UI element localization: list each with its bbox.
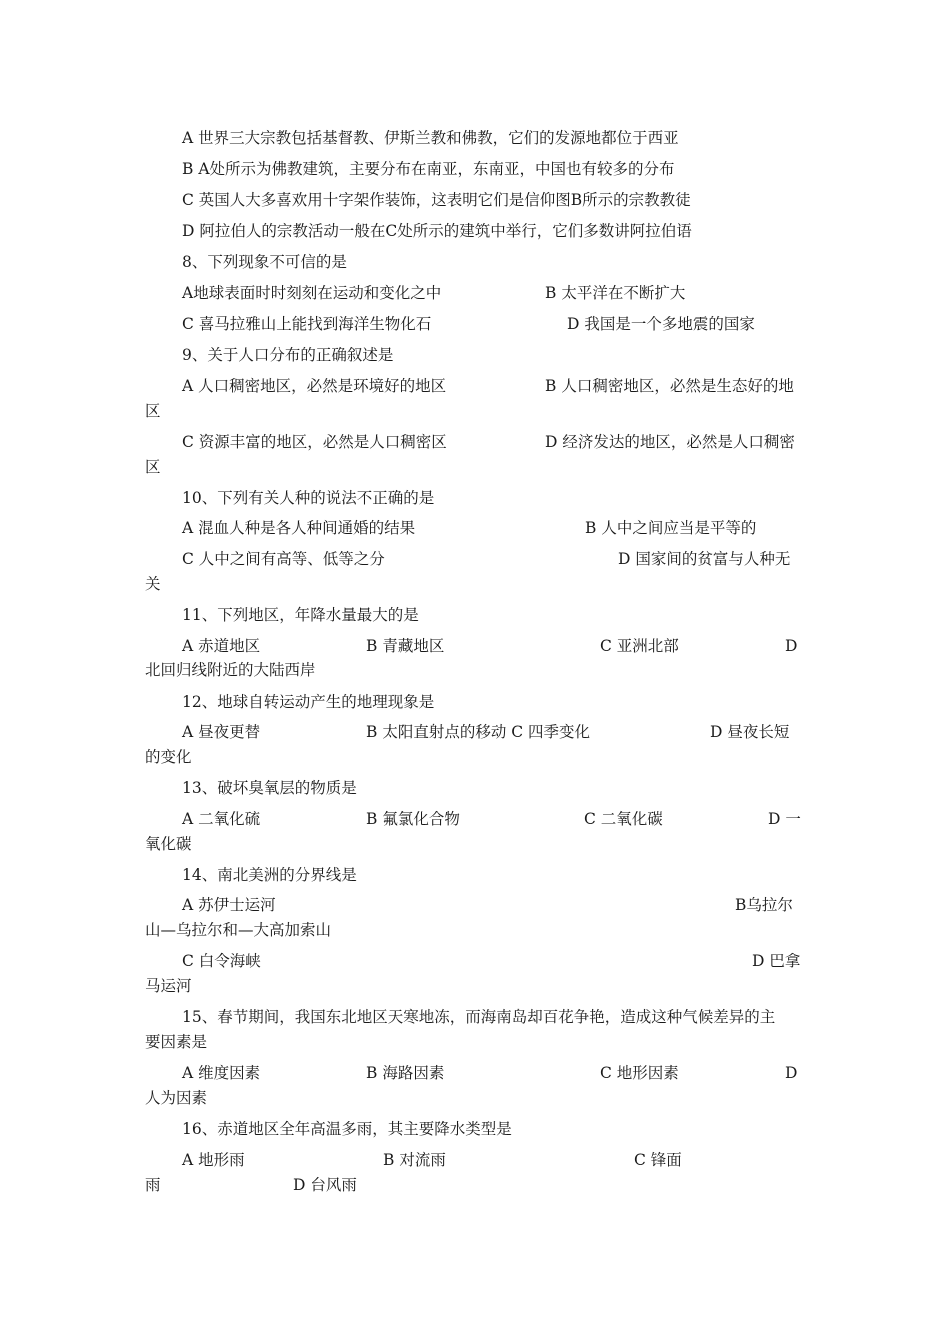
q13-option-c: C 二氧化碳 [584, 810, 663, 828]
q13-option-b: B 氟氯化合物 [366, 810, 460, 828]
q12-stem: 12、地球自转运动产生的地理现象是 [182, 693, 435, 711]
q8-option-c: C 喜马拉雅山上能找到海洋生物化石 [182, 315, 432, 333]
q15-stem-wrap: 要因素是 [145, 1033, 208, 1051]
q11-stem: 11、下列地区，年降水量最大的是 [182, 606, 419, 624]
q9-option-b: B 人口稠密地区，必然是生态好的地 [545, 377, 794, 395]
q16-option-b: B 对流雨 [383, 1151, 446, 1169]
q15-option-c: C 地形因素 [600, 1064, 679, 1082]
q10-option-a: A 混血人种是各人种间通婚的结果 [182, 519, 416, 537]
q7-option-c: C 英国人大多喜欢用十字架作装饰，这表明它们是信仰图B所示的宗教教徒 [182, 191, 691, 209]
q16-stem: 16、赤道地区全年高温多雨，其主要降水类型是 [182, 1120, 512, 1138]
q10-option-b: B 人中之间应当是平等的 [585, 519, 757, 537]
q14-stem: 14、南北美洲的分界线是 [182, 866, 357, 884]
q10-option-d-wrap: 关 [145, 575, 161, 593]
q7-option-a: A 世界三大宗教包括基督教、伊斯兰教和佛教，它们的发源地都位于西亚 [182, 129, 679, 147]
q10-option-d: D 国家间的贫富与人种无 [618, 550, 791, 568]
q13-option-a: A 二氧化硫 [182, 810, 261, 828]
q11-option-c: C 亚洲北部 [600, 637, 679, 655]
q11-option-d: D [785, 637, 798, 655]
q11-option-d-wrap: 北回归线附近的大陆西岸 [145, 661, 316, 679]
q7-option-d: D 阿拉伯人的宗教活动一般在C处所示的建筑中举行，它们多数讲阿拉伯语 [182, 222, 692, 240]
q15-option-d-wrap: 人为因素 [145, 1089, 208, 1107]
q14-option-b-wrap: 山—乌拉尔和—大高加索山 [145, 921, 332, 939]
q10-option-c: C 人中之间有高等、低等之分 [182, 550, 385, 568]
q9-option-b-wrap: 区 [145, 402, 161, 420]
q11-option-a: A 赤道地区 [182, 637, 261, 655]
q12-option-d: D 昼夜长短 [710, 723, 790, 741]
q14-option-d: D 巴拿 [752, 952, 801, 970]
q16-option-c-wrap: 雨 [145, 1176, 161, 1194]
q13-option-d: D 一 [768, 810, 801, 828]
q9-option-d: D 经济发达的地区，必然是人口稠密 [545, 433, 795, 451]
q9-stem: 9、关于人口分布的正确叙述是 [182, 346, 394, 364]
q10-stem: 10、下列有关人种的说法不正确的是 [182, 489, 435, 507]
q12-option-a: A 昼夜更替 [182, 723, 261, 741]
q12-option-bc: B 太阳直射点的移动 C 四季变化 [366, 723, 591, 741]
q15-option-b: B 海路因素 [366, 1064, 445, 1082]
q9-option-a: A 人口稠密地区，必然是环境好的地区 [182, 377, 447, 395]
q13-option-d-wrap: 氧化碳 [145, 835, 192, 853]
q14-option-d-wrap: 马运河 [145, 977, 192, 995]
q8-stem: 8、下列现象不可信的是 [182, 253, 347, 271]
q16-option-a: A 地形雨 [182, 1151, 245, 1169]
q16-option-c: C 锋面 [634, 1151, 682, 1169]
q12-option-d-wrap: 的变化 [145, 748, 192, 766]
q15-option-a: A 维度因素 [182, 1064, 261, 1082]
q8-option-b: B 太平洋在不断扩大 [545, 284, 686, 302]
q14-option-b: B乌拉尔 [735, 896, 793, 914]
q15-option-d: D [785, 1064, 798, 1082]
q9-option-d-wrap: 区 [145, 458, 161, 476]
q8-option-a: A地球表面时时刻刻在运动和变化之中 [182, 284, 442, 302]
q7-option-b: B A处所示为佛教建筑，主要分布在南亚，东南亚，中国也有较多的分布 [182, 160, 675, 178]
q14-option-c: C 白令海峡 [182, 952, 261, 970]
q9-option-c: C 资源丰富的地区，必然是人口稠密区 [182, 433, 447, 451]
q14-option-a: A 苏伊士运河 [182, 896, 276, 914]
q15-stem: 15、春节期间，我国东北地区天寒地冻，而海南岛却百花争艳，造成这种气候差异的主 [182, 1008, 776, 1026]
q8-option-d: D 我国是一个多地震的国家 [567, 315, 755, 333]
q13-stem: 13、破坏臭氧层的物质是 [182, 779, 357, 797]
q11-option-b: B 青藏地区 [366, 637, 445, 655]
q16-option-d: D 台风雨 [293, 1176, 357, 1194]
